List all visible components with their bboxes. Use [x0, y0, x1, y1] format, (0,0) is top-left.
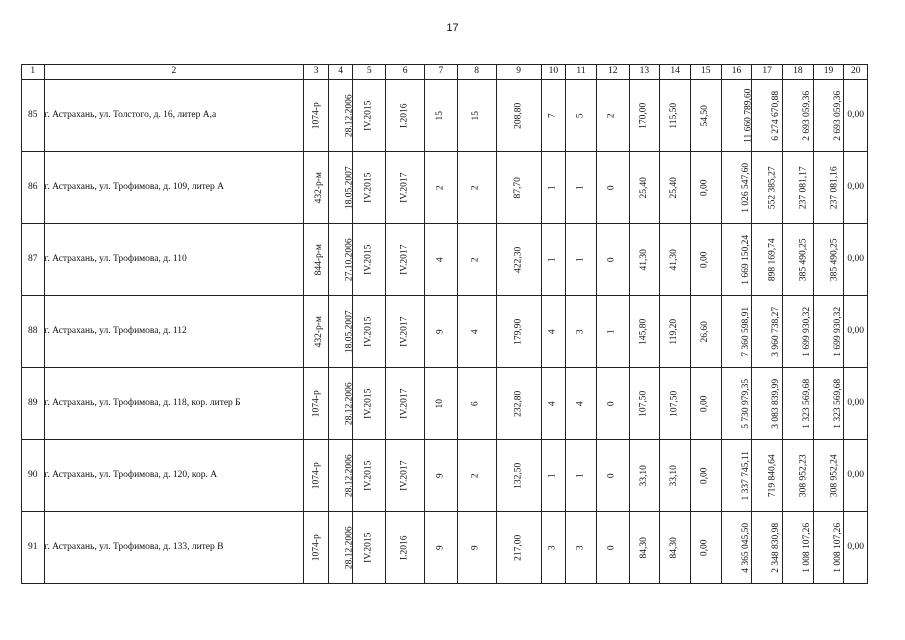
col10-cell-text: 1	[547, 257, 558, 262]
column-header-14: 14	[660, 65, 691, 80]
col15-cell-text: 0,00	[700, 395, 711, 412]
col19-cell	[813, 512, 844, 584]
col12-cell	[596, 512, 629, 584]
row-number: 86	[22, 152, 45, 224]
col19-cell	[813, 368, 844, 440]
col7-cell	[425, 296, 458, 368]
col16-cell-text: 1 337 745,11	[740, 450, 751, 501]
column-header-15: 15	[690, 65, 721, 80]
document-date-cell	[328, 440, 353, 512]
table-row	[22, 368, 868, 440]
col11-cell	[566, 296, 597, 368]
col8-cell-text: 2	[470, 473, 481, 478]
col10-cell-text: 4	[547, 329, 558, 334]
planned-end-cell	[386, 80, 425, 152]
col15-cell	[690, 80, 721, 152]
col10-cell	[541, 512, 566, 584]
col14-cell-text: 84,30	[669, 536, 680, 559]
col8-cell	[457, 224, 496, 296]
col16-cell	[721, 440, 752, 512]
col10-cell-text: 3	[547, 545, 558, 550]
col12-cell	[596, 152, 629, 224]
column-header-20: 20	[844, 65, 868, 80]
column-header-11: 11	[566, 65, 597, 80]
row-number: 91	[22, 512, 45, 584]
col19-cell-text: 1 008 107,26	[832, 522, 843, 573]
col17-cell-text: 3 083 839,99	[771, 378, 782, 429]
table-row	[22, 296, 868, 368]
col18-cell	[783, 296, 814, 368]
col17-cell-text: 2 348 830,98	[771, 522, 782, 573]
col7-cell-text: 2	[435, 185, 446, 190]
inclusion-period-cell	[353, 296, 386, 368]
col18-cell-text: 1 323 569,68	[802, 378, 813, 429]
col18-cell-text: 308 952,23	[798, 454, 809, 497]
inclusion-period-cell-text: IV.2015	[363, 172, 374, 203]
col17-cell-text: 3 960 738,27	[771, 306, 782, 357]
col12-cell-text: 0	[606, 257, 617, 262]
document-number-cell-text: 432-р-м	[314, 315, 325, 348]
planned-end-cell-text: IV.2017	[399, 316, 410, 347]
col10-cell	[541, 440, 566, 512]
document-date-cell-text: 28.12.2006	[344, 454, 355, 497]
col20-cell: 0,00	[844, 440, 868, 512]
col16-cell-text: 1 669 150,24	[740, 234, 751, 285]
col14-cell-text: 107,50	[669, 390, 680, 417]
col8-cell-text: 4	[470, 329, 481, 334]
col20-cell: 0,00	[844, 152, 868, 224]
address-cell: г. Астрахань, ул. Трофимова, д. 110	[44, 224, 304, 296]
inclusion-period-cell-text: IV.2015	[363, 460, 374, 491]
col14-cell-text: 119,20	[669, 318, 680, 345]
col10-cell	[541, 224, 566, 296]
col9-cell-text: 217,00	[512, 534, 523, 561]
col18-cell-text: 1 008 107,26	[802, 522, 813, 573]
col12-cell-text: 0	[606, 185, 617, 190]
col9-cell-text: 87,70	[512, 176, 523, 199]
col12-cell-text: 2	[606, 113, 617, 118]
inclusion-period-cell	[353, 152, 386, 224]
col7-cell-text: 15	[435, 110, 446, 121]
col12-cell	[596, 440, 629, 512]
col7-cell-text: 4	[435, 257, 446, 262]
col7-cell-text: 9	[435, 329, 446, 334]
col13-cell	[629, 152, 660, 224]
col19-cell-text: 385 490,25	[829, 238, 840, 281]
col7-cell-text: 10	[435, 398, 446, 409]
col8-cell	[457, 296, 496, 368]
col11-cell	[566, 440, 597, 512]
col11-cell-text: 1	[575, 257, 586, 262]
col19-cell-text: 1 323 569,68	[832, 378, 843, 429]
column-header-16: 16	[721, 65, 752, 80]
col9-cell	[496, 224, 541, 296]
col11-cell-text: 5	[575, 113, 586, 118]
col13-cell-text: 145,80	[638, 318, 649, 345]
col14-cell	[660, 512, 691, 584]
col20-cell: 0,00	[844, 296, 868, 368]
col20-cell: 0,00	[844, 512, 868, 584]
col14-cell-text: 25,40	[669, 176, 680, 199]
col20-cell: 0,00	[844, 224, 868, 296]
col8-cell-text: 9	[470, 545, 481, 550]
col11-cell	[566, 512, 597, 584]
col16-cell	[721, 224, 752, 296]
document-number-cell-text: 1074-р	[312, 534, 323, 561]
inclusion-period-cell-text: IV.2015	[363, 532, 374, 563]
col19-cell	[813, 80, 844, 152]
column-header-7: 7	[425, 65, 458, 80]
col16-cell-text: 1 026 547,60	[740, 162, 751, 213]
document-number-cell	[304, 296, 329, 368]
table-row	[22, 152, 868, 224]
address-cell: г. Астрахань, ул. Толстого, д. 16, литер А,а	[44, 80, 304, 152]
col16-cell	[721, 368, 752, 440]
column-header-9: 9	[496, 65, 541, 80]
inclusion-period-cell-text: IV.2015	[363, 388, 374, 419]
col14-cell	[660, 80, 691, 152]
col15-cell-text: 0,00	[700, 539, 711, 556]
col11-cell-text: 3	[575, 329, 586, 334]
col8-cell-text: 15	[470, 110, 481, 121]
col12-cell-text: 1	[606, 329, 617, 334]
col9-cell-text: 422,30	[512, 246, 523, 273]
col8-cell-text: 2	[470, 185, 481, 190]
col13-cell	[629, 296, 660, 368]
document-date-cell	[328, 80, 353, 152]
col13-cell-text: 107,50	[638, 390, 649, 417]
planned-end-cell	[386, 224, 425, 296]
col16-cell	[721, 512, 752, 584]
document-number-cell	[304, 512, 329, 584]
col10-cell-text: 1	[547, 185, 558, 190]
col13-cell-text: 84,30	[638, 536, 649, 559]
column-header-5: 5	[353, 65, 386, 80]
col9-cell-text: 232,80	[512, 390, 523, 417]
address-cell: г. Астрахань, ул. Трофимова, д. 133, литер В	[44, 512, 304, 584]
planned-end-cell	[386, 512, 425, 584]
col19-cell-text: 2 693 059,36	[832, 90, 843, 141]
table-body	[22, 80, 868, 584]
inclusion-period-cell	[353, 512, 386, 584]
col7-cell-text: 9	[435, 545, 446, 550]
col15-cell	[690, 296, 721, 368]
col9-cell-text: 179,90	[512, 318, 523, 345]
col16-cell-text: 11 660 789,60	[743, 88, 754, 143]
row-number: 89	[22, 368, 45, 440]
col17-cell	[752, 440, 783, 512]
col17-cell	[752, 512, 783, 584]
col10-cell	[541, 368, 566, 440]
col15-cell	[690, 368, 721, 440]
col13-cell	[629, 440, 660, 512]
col15-cell-text: 0,00	[700, 467, 711, 484]
col8-cell	[457, 512, 496, 584]
col16-cell-text: 7 360 598,91	[740, 306, 751, 357]
col11-cell	[566, 224, 597, 296]
col18-cell	[783, 512, 814, 584]
col8-cell-text: 2	[470, 257, 481, 262]
col12-cell	[596, 368, 629, 440]
document-date-cell-text: 18.05.2007	[344, 166, 355, 209]
address-cell: г. Астрахань, ул. Трофимова, д. 120, кор. А	[44, 440, 304, 512]
column-number-row	[22, 65, 868, 80]
col9-cell	[496, 152, 541, 224]
col15-cell-text: 0,00	[700, 179, 711, 196]
col18-cell	[783, 152, 814, 224]
col14-cell	[660, 224, 691, 296]
col8-cell	[457, 152, 496, 224]
col17-cell	[752, 152, 783, 224]
col20-cell: 0,00	[844, 368, 868, 440]
inclusion-period-cell-text: IV.2015	[363, 316, 374, 347]
col19-cell-text: 308 952,24	[829, 454, 840, 497]
col15-cell	[690, 440, 721, 512]
col12-cell-text: 0	[606, 401, 617, 406]
document-number-cell-text: 844-р-м	[314, 243, 325, 276]
col16-cell	[721, 80, 752, 152]
row-number: 87	[22, 224, 45, 296]
inclusion-period-cell	[353, 224, 386, 296]
inclusion-period-cell-text: IV.2015	[363, 100, 374, 131]
col15-cell	[690, 224, 721, 296]
col10-cell-text: 1	[547, 473, 558, 478]
planned-end-cell-text: I.2016	[399, 103, 410, 128]
col17-cell	[752, 80, 783, 152]
col13-cell-text: 25,40	[638, 176, 649, 199]
col17-cell	[752, 368, 783, 440]
row-number: 88	[22, 296, 45, 368]
col9-cell	[496, 80, 541, 152]
col11-cell-text: 1	[575, 185, 586, 190]
column-header-17: 17	[752, 65, 783, 80]
planned-end-cell	[386, 368, 425, 440]
col10-cell	[541, 152, 566, 224]
inclusion-period-cell	[353, 80, 386, 152]
column-header-6: 6	[386, 65, 425, 80]
col11-cell	[566, 152, 597, 224]
document-number-cell	[304, 80, 329, 152]
col14-cell	[660, 368, 691, 440]
col19-cell-text: 237 081,16	[829, 166, 840, 209]
housing-resettlement-table	[21, 64, 868, 584]
col18-cell	[783, 80, 814, 152]
col14-cell	[660, 440, 691, 512]
document-number-cell-text: 432-р-м	[314, 171, 325, 204]
col15-cell	[690, 152, 721, 224]
document-date-cell-text: 27.10.2006	[344, 238, 355, 281]
column-header-3: 3	[304, 65, 329, 80]
row-number: 85	[22, 80, 45, 152]
col15-cell-text: 54,50	[700, 104, 711, 127]
address-cell: г. Астрахань, ул. Трофимова, д. 118, кор. литер Б	[44, 368, 304, 440]
col16-cell-text: 5 730 979,35	[740, 378, 751, 429]
col9-cell-text: 208,80	[512, 102, 523, 129]
document-number-cell-text: 1074-р	[312, 102, 323, 129]
planned-end-cell	[386, 296, 425, 368]
col16-cell	[721, 152, 752, 224]
document-number-cell-text: 1074-р	[312, 462, 323, 489]
planned-end-cell-text: I.2016	[399, 535, 410, 560]
col19-cell	[813, 440, 844, 512]
table-row	[22, 512, 868, 584]
planned-end-cell-text: IV.2017	[399, 388, 410, 419]
col7-cell	[425, 80, 458, 152]
col8-cell-text: 6	[470, 401, 481, 406]
inclusion-period-cell	[353, 440, 386, 512]
document-number-cell-text: 1074-р	[312, 390, 323, 417]
col12-cell	[596, 224, 629, 296]
col19-cell	[813, 296, 844, 368]
col10-cell-text: 4	[547, 401, 558, 406]
table-row	[22, 80, 868, 152]
planned-end-cell-text: IV.2017	[399, 244, 410, 275]
col11-cell-text: 3	[575, 545, 586, 550]
col18-cell	[783, 440, 814, 512]
col18-cell-text: 2 693 059,36	[802, 90, 813, 141]
col13-cell-text: 33,10	[638, 464, 649, 487]
document-date-cell-text: 28.12.2006	[344, 94, 355, 137]
column-header-19: 19	[813, 65, 844, 80]
col13-cell-text: 41,30	[638, 248, 649, 271]
col14-cell	[660, 152, 691, 224]
column-header-8: 8	[457, 65, 496, 80]
column-header-1: 1	[22, 65, 45, 80]
column-header-10: 10	[541, 65, 566, 80]
document-date-cell-text: 18.05.2007	[344, 310, 355, 353]
document-date-cell	[328, 296, 353, 368]
col13-cell	[629, 80, 660, 152]
planned-end-cell	[386, 440, 425, 512]
col17-cell-text: 552 385,27	[767, 166, 778, 209]
col13-cell-text: 170,00	[638, 102, 649, 129]
col8-cell	[457, 440, 496, 512]
col11-cell	[566, 80, 597, 152]
col14-cell-text: 41,30	[669, 248, 680, 271]
col7-cell	[425, 152, 458, 224]
col10-cell-text: 7	[547, 113, 558, 118]
col9-cell	[496, 296, 541, 368]
col12-cell-text: 0	[606, 473, 617, 478]
col7-cell	[425, 224, 458, 296]
col12-cell	[596, 296, 629, 368]
col7-cell	[425, 440, 458, 512]
col18-cell-text: 237 081,17	[798, 166, 809, 209]
col9-cell	[496, 440, 541, 512]
document-date-cell	[328, 152, 353, 224]
page-number: 17	[446, 22, 459, 34]
planned-end-cell-text: IV.2017	[399, 172, 410, 203]
col7-cell-text: 9	[435, 473, 446, 478]
col17-cell-text: 719 840,64	[767, 454, 778, 497]
col19-cell-text: 1 699 930,32	[832, 306, 843, 357]
col11-cell-text: 4	[575, 401, 586, 406]
planned-end-cell-text: IV.2017	[399, 460, 410, 491]
col12-cell-text: 0	[606, 545, 617, 550]
inclusion-period-cell-text: IV.2015	[363, 244, 374, 275]
column-header-12: 12	[596, 65, 629, 80]
table-row	[22, 440, 868, 512]
col10-cell	[541, 80, 566, 152]
document-number-cell	[304, 368, 329, 440]
document-date-cell	[328, 368, 353, 440]
col9-cell-text: 132,50	[512, 462, 523, 489]
document-date-cell-text: 28.12.2006	[344, 526, 355, 569]
document-number-cell	[304, 152, 329, 224]
col7-cell	[425, 368, 458, 440]
document-number-cell	[304, 224, 329, 296]
col18-cell-text: 1 699 930,32	[802, 306, 813, 357]
col16-cell-text: 4 365 045,50	[740, 522, 751, 573]
col15-cell-text: 26,60	[700, 320, 711, 343]
col19-cell	[813, 152, 844, 224]
col9-cell	[496, 512, 541, 584]
col7-cell	[425, 512, 458, 584]
col15-cell	[690, 512, 721, 584]
column-header-4: 4	[328, 65, 353, 80]
col10-cell	[541, 296, 566, 368]
col17-cell-text: 6 274 670,88	[771, 90, 782, 141]
col12-cell	[596, 80, 629, 152]
col17-cell	[752, 296, 783, 368]
col8-cell	[457, 368, 496, 440]
col13-cell	[629, 368, 660, 440]
col19-cell	[813, 224, 844, 296]
column-header-18: 18	[783, 65, 814, 80]
col13-cell	[629, 224, 660, 296]
table-row	[22, 224, 868, 296]
col14-cell-text: 115,50	[669, 102, 680, 129]
col11-cell-text: 1	[575, 473, 586, 478]
planned-end-cell	[386, 152, 425, 224]
document-number-cell	[304, 440, 329, 512]
column-header-2: 2	[44, 65, 304, 80]
col13-cell	[629, 512, 660, 584]
address-cell: г. Астрахань, ул. Трофимова, д. 112	[44, 296, 304, 368]
col18-cell	[783, 224, 814, 296]
document-date-cell-text: 28.12.2006	[344, 382, 355, 425]
col14-cell-text: 33,10	[669, 464, 680, 487]
col18-cell	[783, 368, 814, 440]
inclusion-period-cell	[353, 368, 386, 440]
col8-cell	[457, 80, 496, 152]
column-header-13: 13	[629, 65, 660, 80]
col18-cell-text: 385 490,25	[798, 238, 809, 281]
col20-cell: 0,00	[844, 80, 868, 152]
address-cell: г. Астрахань, ул. Трофимова, д. 109, литер А	[44, 152, 304, 224]
col17-cell-text: 898 169,74	[767, 238, 778, 281]
col14-cell	[660, 296, 691, 368]
col16-cell	[721, 296, 752, 368]
col17-cell	[752, 224, 783, 296]
row-number: 90	[22, 440, 45, 512]
col11-cell	[566, 368, 597, 440]
col9-cell	[496, 368, 541, 440]
document-date-cell	[328, 224, 353, 296]
document-date-cell	[328, 512, 353, 584]
col15-cell-text: 0,00	[700, 251, 711, 268]
